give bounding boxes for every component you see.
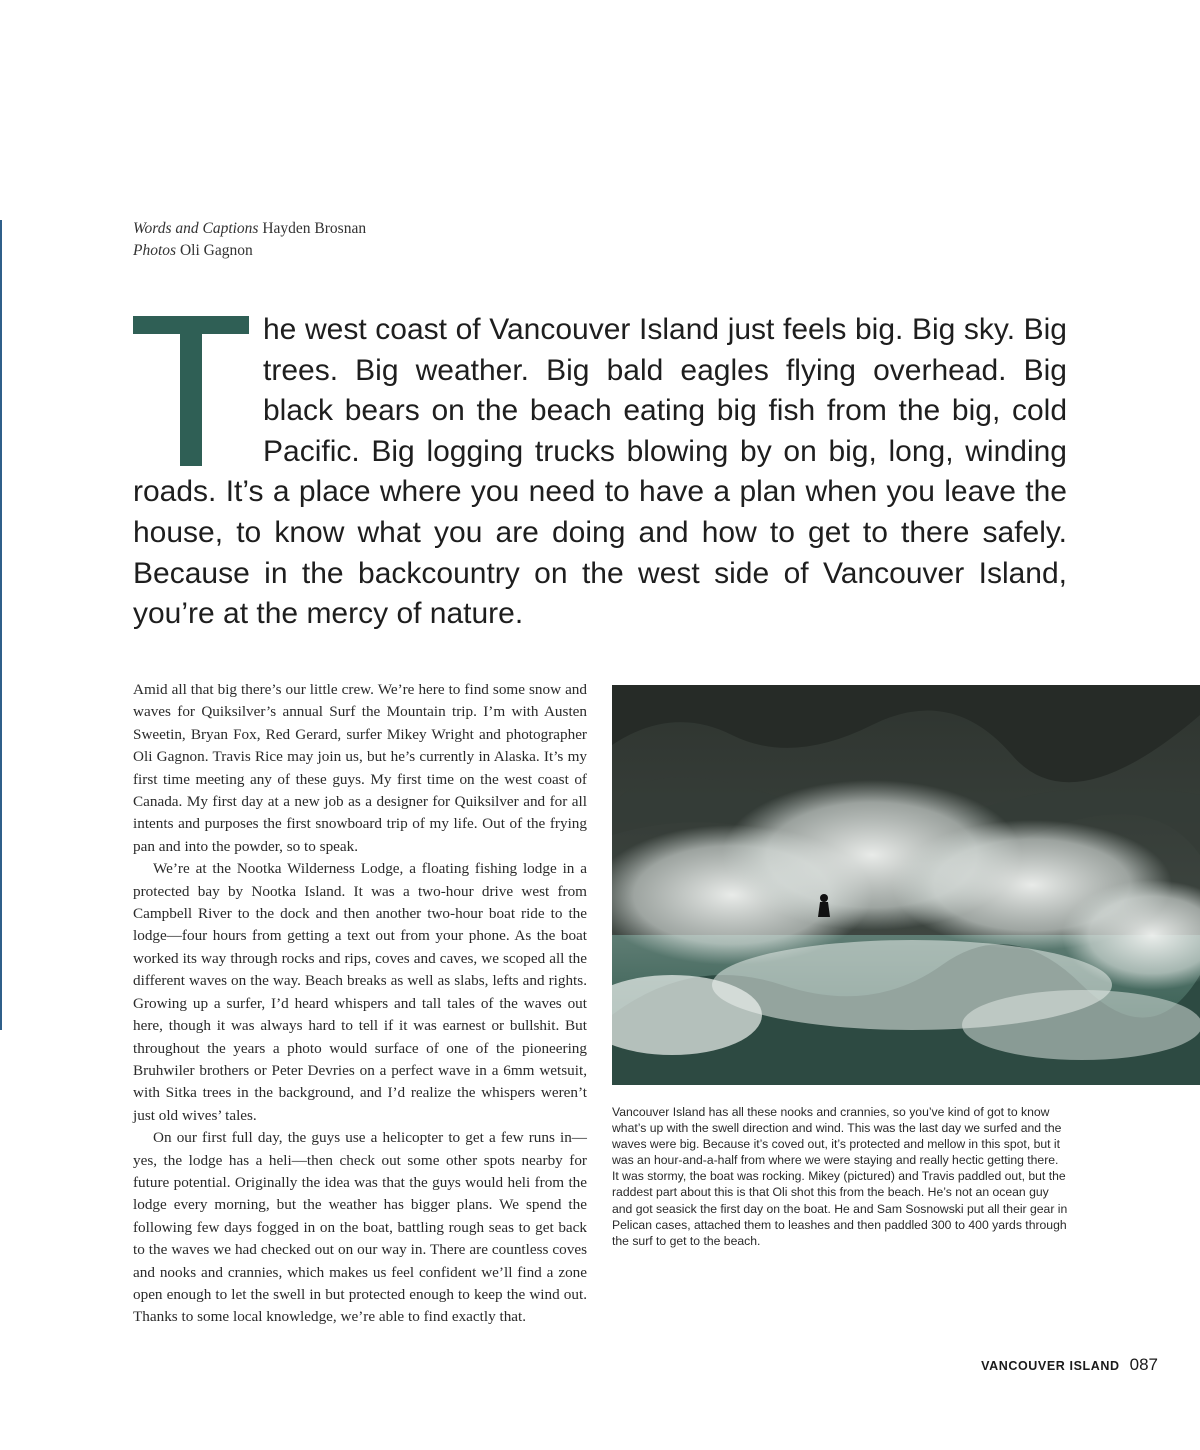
credit-photos [133, 240, 366, 262]
section-title: VANCOUVER ISLAND [981, 1359, 1120, 1373]
intro-text: he west coast of Vancouver Island just feels big. Big sky. Big trees. Big weather. Big bald eagles flying overhead. Big black bears on the beach eating big fish from the big, cold Pacific. Big logging trucks blowing by on big, long, winding roads. It’s a place where you need to have a plan when you leave the house, to know what you are doing and how to get to there safely. Because in the backcountry on the west side of Vancouver Island, you’re at the mercy of nature. [133, 313, 1067, 631]
credit-photos-name: Oli Gagnon [179, 242, 253, 259]
body-paragraph-2: We’re at the Nootka Wilderness Lodge, a floating fishing lodge in a protected bay by Nootka Island. It was a two-hour drive west from Campbell River to the dock and then another two-hour boat ride to the lodge—four hours from getting a text out from your phone. As the boat worked its way through rocks and rips, coves and caves, we scoped all the different waves on the way. Beach breaks as well as slabs, lefts and rights. Growing up a surfer, I’d heard whispers and tall tales of the waves out here, though it was always hard to tell if it was earnest or bullshit. But throughout the years a photo would surface of one of the pioneering Bruhwiler brothers or Peter Devries on a perfect wave in a 6mm wetsuit, with Sitka trees in the background, and I’d realize the whispers weren’t just old wives’ tales. [133, 860, 587, 1124]
article-body [133, 679, 587, 1329]
intro-paragraph [133, 310, 1067, 635]
drop-cap-glyph [133, 316, 249, 466]
surf-photo-illustration [612, 685, 1200, 1085]
body-paragraph-3: On our first full day, the guys use a helicopter to get a few runs in—yes, the lodge has a heli—then check out some other spots nearby for future potential. Originally the idea was that the guys would heli from the lodge every morning, but the weather has bigger plans. We spend the following few days fogged in on the boat, battling rough seas to get back to the waves we had checked out on our way in. There are countless coves and nooks and crannies, which makes us feel confident we’ll find a zone open enough to let the swell in but protected enough to keep the wind out. Thanks to some local knowledge, we’re able to find exactly that. [133, 1129, 587, 1326]
page-footer [981, 1355, 1158, 1375]
surf-photo [612, 685, 1200, 1085]
credit-words-role: Words and Captions [133, 220, 259, 237]
page-number: 087 [1129, 1355, 1158, 1374]
credit-words-name: Hayden Brosnan [262, 220, 367, 237]
drop-cap [133, 316, 249, 466]
credit-photos-role: Photos [133, 242, 177, 259]
credits [133, 218, 366, 262]
credit-words [133, 218, 366, 240]
photo-caption: Vancouver Island has all these nooks and crannies, so you’ve kind of got to know what’s up with the swell direction and wind. This was the last day we surfed and the waves were big. Because it’s coved out, it’s protected and mellow in this spot, but it was an hour-and-a-half from where we were staying and really hectic getting there. It was stormy, the boat was rocking. Mikey (pictured) and Travis paddled out, but the raddest part about this is that Oli shot this from the beach. He’s not an ocean guy and got seasick the first day on the boat. He and Sam Sosnowski put all their gear in Pelican cases, attached them to leashes and then paddled 300 to 400 yards through the surf to get to the beach. [612, 1105, 1068, 1248]
page-edge-line [0, 220, 2, 1030]
body-paragraph-1: Amid all that big there’s our little crew. We’re here to find some snow and waves for Quiksilver’s annual Surf the Mountain trip. I’m with Austen Sweetin, Bryan Fox, Red Gerard, surfer Mikey Wright and photographer Oli Gagnon. Travis Rice may join us, but he’s currently in Alaska. It’s my first time meeting any of these guys. My first time on the west coast of Canada. My first day at a new job as a designer for Quiksilver and for all intents and purposes the first snowboard trip of my life. Out of the frying pan and into the powder, so to speak. [133, 681, 587, 855]
